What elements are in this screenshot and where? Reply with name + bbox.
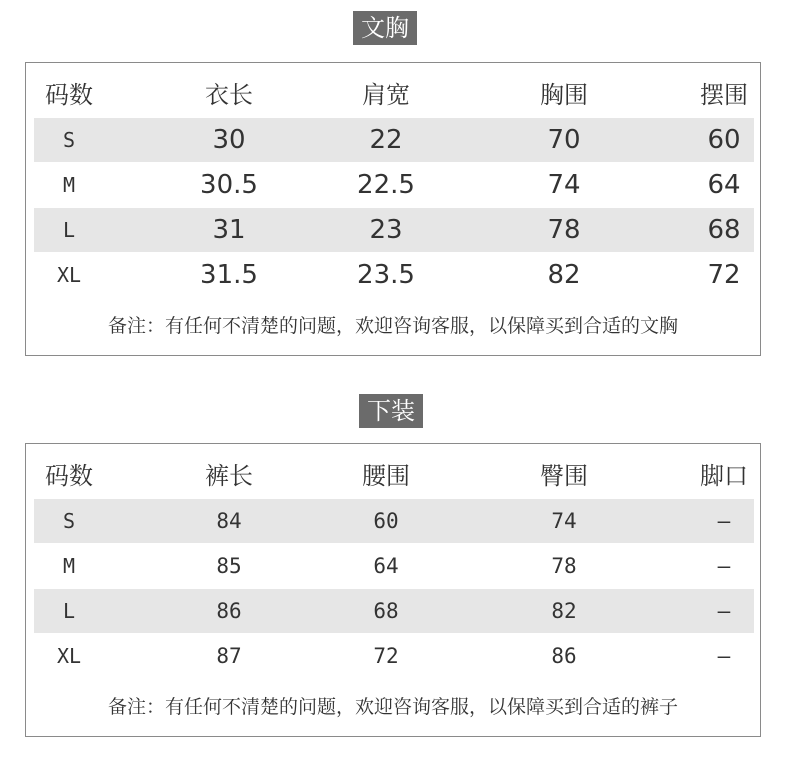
header-shoulder: 肩宽 <box>362 81 410 109</box>
table-row <box>34 499 754 543</box>
size-cell: M <box>62 173 76 197</box>
value-cell: 22.5 <box>357 170 415 200</box>
table-row <box>34 118 754 162</box>
table-row <box>34 544 754 588</box>
table-row <box>34 253 754 297</box>
header-length: 衣长 <box>205 81 253 109</box>
value-cell: 78 <box>551 554 577 578</box>
value-cell: 86 <box>216 599 242 623</box>
value-cell: 86 <box>551 644 577 668</box>
value-cell: 74 <box>547 170 581 200</box>
value-cell: 23 <box>369 215 403 245</box>
size-cell: XL <box>56 644 82 668</box>
size-cell: XL <box>56 263 82 287</box>
table-header-row <box>34 73 754 117</box>
value-cell: 30 <box>212 125 246 155</box>
value-cell: 84 <box>216 509 242 533</box>
value-cell: 64 <box>707 170 741 200</box>
bottoms-size-table <box>25 443 761 737</box>
header-pants-length: 裤长 <box>205 462 253 490</box>
value-cell: — <box>717 554 731 578</box>
size-cell: L <box>62 218 76 242</box>
value-cell: 60 <box>373 509 399 533</box>
bra-size-table <box>25 62 761 356</box>
header-chest: 胸围 <box>540 81 588 109</box>
value-cell: 72 <box>707 260 741 290</box>
bra-section-title: 文胸 <box>353 11 417 45</box>
value-cell: 60 <box>707 125 741 155</box>
value-cell: — <box>717 509 731 533</box>
size-cell: M <box>62 554 76 578</box>
value-cell: 68 <box>707 215 741 245</box>
table-header-row <box>34 454 754 498</box>
table-row <box>34 163 754 207</box>
value-cell: — <box>717 644 731 668</box>
value-cell: 68 <box>373 599 399 623</box>
value-cell: 85 <box>216 554 242 578</box>
size-cell: S <box>62 128 76 152</box>
value-cell: 82 <box>547 260 581 290</box>
size-cell: S <box>62 509 76 533</box>
value-cell: 64 <box>373 554 399 578</box>
header-hem: 摆围 <box>700 81 748 109</box>
value-cell: 82 <box>551 599 577 623</box>
value-cell: — <box>717 599 731 623</box>
size-cell: L <box>62 599 76 623</box>
value-cell: 22 <box>369 125 403 155</box>
value-cell: 87 <box>216 644 242 668</box>
value-cell: 31 <box>212 215 246 245</box>
table-row <box>34 634 754 678</box>
bottoms-section-title: 下装 <box>359 394 423 428</box>
value-cell: 72 <box>373 644 399 668</box>
value-cell: 23.5 <box>357 260 415 290</box>
header-leg-opening: 脚口 <box>700 462 748 490</box>
header-waist: 腰围 <box>362 462 410 490</box>
table-row <box>34 589 754 633</box>
header-hip: 臀围 <box>540 462 588 490</box>
table-row <box>34 208 754 252</box>
value-cell: 74 <box>551 509 577 533</box>
value-cell: 78 <box>547 215 581 245</box>
header-size: 码数 <box>45 81 93 109</box>
value-cell: 31.5 <box>200 260 258 290</box>
value-cell: 30.5 <box>200 170 258 200</box>
bottoms-table-note: 备注：有任何不清楚的问题，欢迎咨询客服，以保障买到合适的裤子 <box>107 696 678 718</box>
header-size: 码数 <box>45 462 93 490</box>
value-cell: 70 <box>547 125 581 155</box>
bra-table-note: 备注：有任何不清楚的问题，欢迎咨询客服，以保障买到合适的文胸 <box>107 315 678 337</box>
